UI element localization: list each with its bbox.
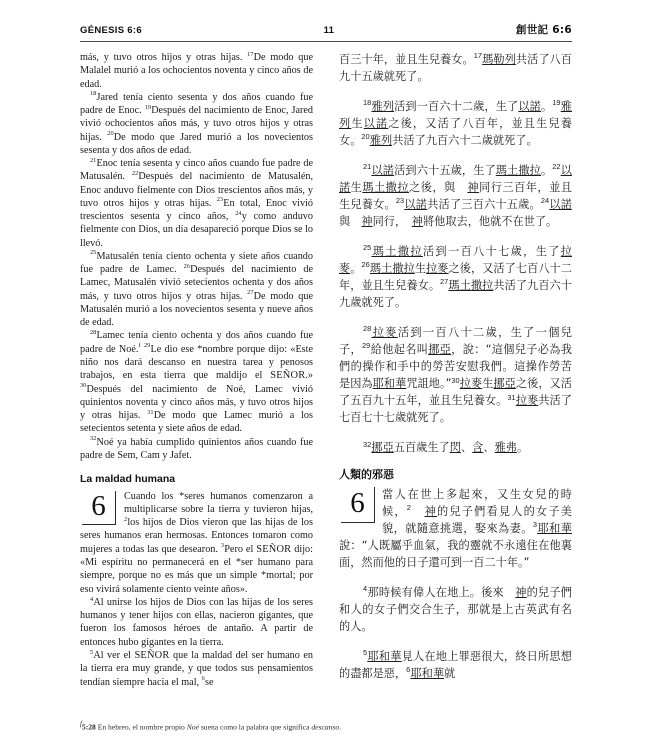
- footnote-marker: f: [80, 720, 82, 728]
- spanish-chapter-dropcap: 6: [82, 491, 116, 525]
- running-head: [80, 22, 572, 41]
- zh-paragraph-gen5-16-17: 百三十年，並且生兒養女。$^{17}$瑪勒列共活了八百九十五歲就死了。: [339, 51, 572, 84]
- spanish-chapter-6-block: [80, 490, 313, 596]
- paragraph-gen5-28-31: $^{28}$Lamec tenía ciento ochenta y dos años cuando fue padre de Noé.$^f$ $^{29}$Le dio ese *nombre porque dijo: «Este niño nos dará descanso en nuestra tarea y penosos trabajos, en esta tierra que maldijo el SEÑOR.» $^{30}$Después del nacimiento de Noé, Lamec vivió quinientos noventa y cinco años más, y tuvo otros hijos y otras hijas. $^{31}$De modo que Lamec murió a los setecientos setenta y siete años de edad.: [80, 328, 313, 435]
- zh-paragraph-gen5-32: $^{32}$挪亞五百歲生了閃、含、雅弗。: [363, 439, 529, 455]
- running-head-left-reference: GÉNESIS 6:6: [80, 25, 142, 36]
- chinese-column: [339, 51, 572, 682]
- footnote-text-end: .: [339, 722, 342, 732]
- page-number: 11: [323, 25, 335, 36]
- paragraph-gen6-1-3: Cuando los *seres humanos comenzaron a multiplicarse sobre la tierra y tuvieron hijas, $^2$los hijos de Dios vieron que las hijas de los seres humanos eran hermosas. Entonces tomaron como mujeres a todas las que desearon. $^3$Pero el SEÑOR dijo: «Mi espíritu no permanecerá en el *ser humano para siempre, porque no es más que un simple *mortal; por eso vivirá solamente ciento veinte años».: [80, 490, 313, 595]
- footnote-text-before: En hebreo, el nombre propio: [95, 722, 187, 732]
- footnote-text-middle: suena como la palabra que significa: [198, 722, 312, 732]
- paragraph-gen5-32: $^{32}$Noé ya había cumplido quinientos años cuando fue padre de Sem, Cam y Jafet.: [80, 435, 313, 461]
- paragraph-gen5-16-17: más, y tuvo otros hijos y otras hijas. $^{17}$De modo que Malalel murió a los ochocientos noventa y cinco años de edad.: [80, 50, 313, 90]
- footnote-italic-meaning: descanso: [311, 722, 340, 732]
- paragraph-gen5-25-27: $^{25}$Matusalén tenía ciento ochenta y siete años cuando fue padre de Lamec. $^{26}$Después del nacimiento de Lamec, Matusalén vivió setecientos ochenta y dos años más, y tuvo otros hijos y otras hijas. $^{27}$De modo que Matusalén murió a los novecientos sesenta y nueve años de edad.: [80, 249, 313, 328]
- chinese-chapter-6-block: [339, 486, 572, 571]
- zh-paragraph-gen5-18-20: $^{18}$雅列活到一百六十二歲，生了以諾。$^{19}$雅列生以諾之後，又活了八百年，並且生兒養女。$^{20}$雅列共活了九百六十二歲就死了。: [339, 98, 572, 148]
- zh-paragraph-gen6-5-6: $^5$耶和華見人在地上罪惡很大，終日所思想的盡都是惡，$^6$耶和華就: [339, 648, 572, 681]
- chinese-chapter-dropcap: 6: [341, 487, 375, 523]
- zh-paragraph-gen6-4: $^4$那時候有偉人在地上。後來 神的兒子們和人的女子們交合生子，那就是上古英武有名的人。: [339, 584, 572, 634]
- two-column-body: [80, 51, 572, 689]
- zh-paragraph-gen5-21-24: $^{21}$以諾活到六十五歲，生了瑪土撒拉。$^{22}$以諾生瑪土撒拉之後，與 神同行三百年，並且生兒養女。$^{23}$以諾共活了三百六十五歲。$^{24}$以諾與 神同行， 神將他取去，他就不在世了。: [339, 162, 572, 229]
- running-head-right-reference: 創世記 6:6: [515, 24, 572, 36]
- paragraph-gen6-4: $^4$Al unirse los hijos de Dios con las hijas de los seres humanos y tener hijos con ellas, nacieron gigantes, que fueron los famosos héroes de antaño. A partir de entonces hubo gigantes en la tierra.: [80, 595, 313, 648]
- footnote-reference: 5:28: [81, 722, 96, 732]
- paragraph-gen5-18-20: $^{18}$Jared tenía ciento sesenta y dos años cuando fue padre de Enoc. $^{19}$Después del nacimiento de Enoc, Jared vivió ochocientos años más, y tuvo otros hijos y otras hijas. $^{20}$De modo que Jared murió a los novecientos sesenta y dos años de edad.: [80, 90, 313, 156]
- footnote-area: [80, 721, 572, 732]
- zh-paragraph-gen6-1-3: 當人在世上多起來，又生女兒的時候，$^2$ 神的兒子們看見人的女子美貌，就隨意挑選，娶來為妻。$^3$耶和華說：“人既屬乎血氣，我的靈就不永遠住在他裏面，然而他的日子還可到一百二十年。”: [339, 488, 572, 570]
- paragraph-gen6-5-6: $^5$Al ver el SEÑOR que la maldad del ser humano en la tierra era muy grande, y que todos sus pensamientos tendían siempre hacia el mal, $^6$se: [80, 648, 313, 688]
- zh-paragraph-gen5-25-27: $^{25}$瑪土撒拉活到一百八十七歲，生了拉麥。$^{26}$瑪土撒拉生拉麥之後，又活了七百八十二年，並且生兒養女。$^{27}$瑪土撒拉共活了九百六十九歲就死了。: [339, 243, 572, 310]
- footnote-italic-name: Noé: [186, 722, 199, 732]
- spanish-column: [80, 51, 313, 689]
- chinese-section-heading: 人類的邪惡: [339, 468, 394, 482]
- header-divider-rule: [80, 41, 572, 42]
- zh-paragraph-gen5-28-31: $^{28}$拉麥活到一百八十二歲，生了一個兒子，$^{29}$給他起名叫挪亞，說：“這個兒子必為我們的操作和手中的勞苦安慰我們。這操作勞苦是因為耶和華咒詛地。”$^{30}$拉麥生挪亞之後，又活了五百九十五年，並且生兒養女。$^{31}$拉麥共活了七百七十七歲就死了。: [339, 324, 572, 425]
- spanish-section-heading: La maldad humana: [80, 473, 176, 486]
- paragraph-gen5-21-24: $^{21}$Enoc tenía sesenta y cinco años cuando fue padre de Matusalén. $^{22}$Después del nacimiento de Matusalén, Enoc anduvo fielmente con Dios trescientos años más, y tuvo otros hijos y otras hijas. $^{23}$En total, Enoc vivió trescientos sesenta y cinco años, $^{24}$y como anduvo fielmente con Dios, un día desapareció porque Dios se lo llevó.: [80, 156, 313, 249]
